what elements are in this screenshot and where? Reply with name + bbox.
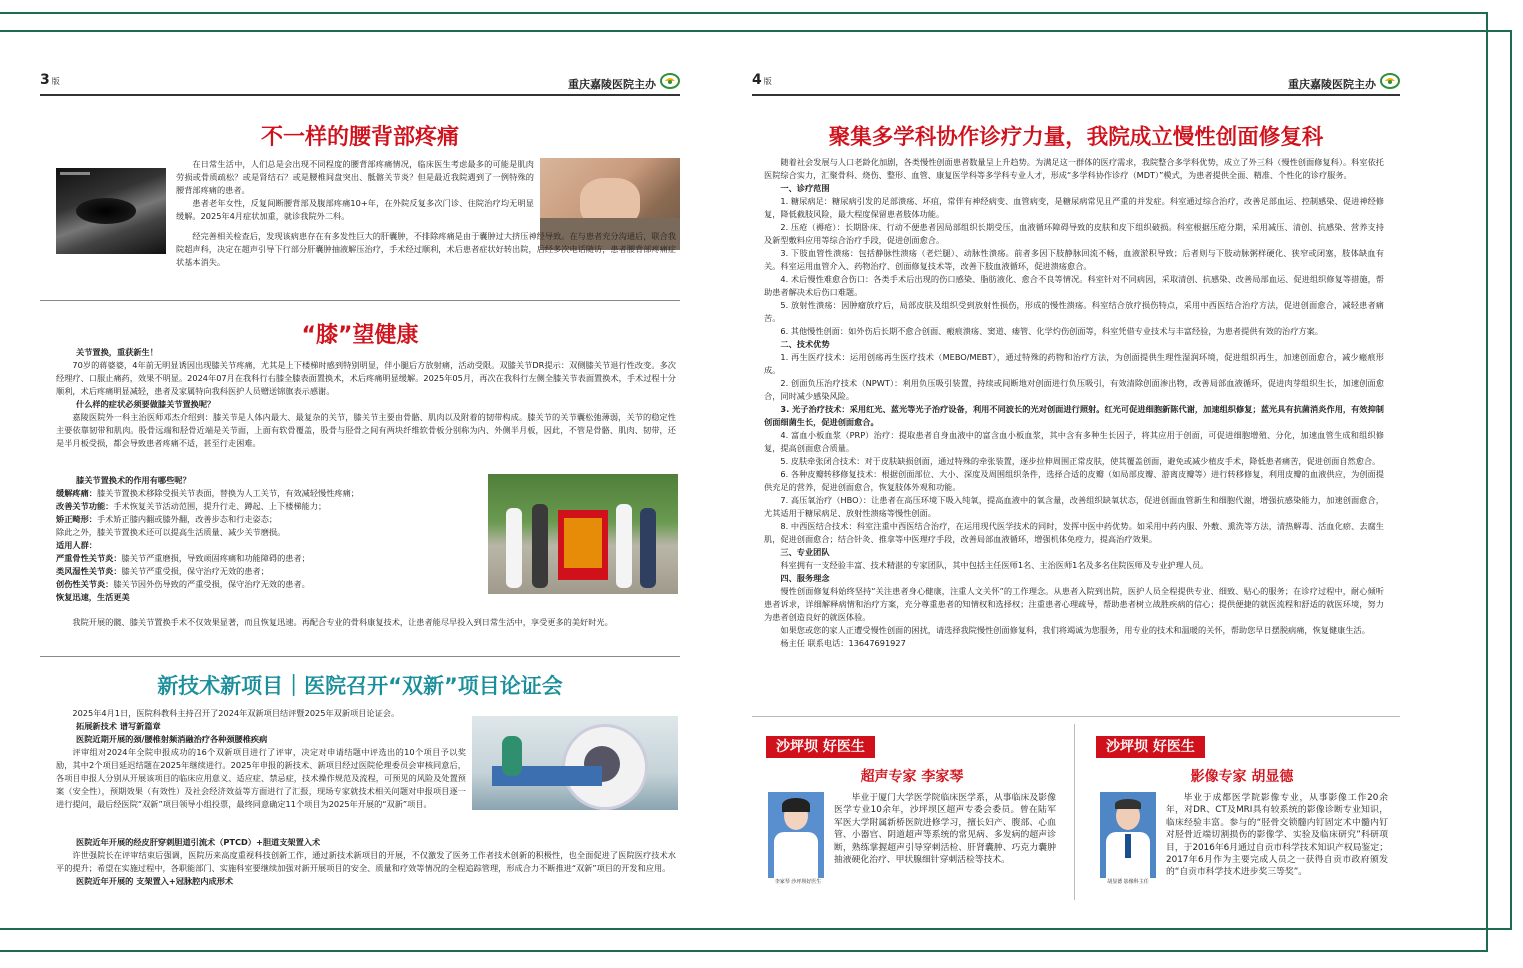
frame-right-line [1486,12,1488,952]
article-knee-list: 膝关节置换术的作用有哪些呢？ 缓解疼痛：膝关节置换术移除受损关节表面，替换为人工关节，有效减轻慢性疼痛； 改善关节功能：手术恢复关节活动范围，提升行走、蹲起、上下楼梯能力； 矫正畸形：手术矫正膝内翻或膝外翻，改善步态和行走姿态； 除此之外，膝关节置换术还可以提高生活质量、减少关节磨损。 适用人群： 严重骨性关节炎：膝关节严重磨损，导致顽固疼痛和功能障碍的患者； 类风湿性关节炎：膝关节严重受损，保守治疗无效的患者； 创伤性关节炎：膝关节因外伤导致的严重受损，保守治疗无效的患者。 恢复迅速，生活更美 [56,475,359,602]
doctor-photo-hu [1100,792,1156,878]
article-new-tech-body-3: 医院近年开展的经皮肝穿刺胆道引流术（PTCD）+胆道支架置入术 许世强院长在评审结束后强调，医院历来高度重视科技创新工作，通过新技术新项目的开展，不仅激发了医务工作者技术创新的积极性，也全面促进了医院医疗技术水平的提升；希望在实施过程中，各职能部门、实施科室要继续加强对新开展项目的安全、质量和疗效等情况的全程追踪管理，形成合力不断推进“双新”项目的开发和应用。 医院近年开展的 支架置入+冠脉腔内成形术 [56,837,676,886]
frame-top-line-2 [0,30,1511,32]
divider [40,300,680,301]
article-new-tech-body: 2025年4月1日，医院科教科主持召开了2024年双新项目结评暨2025年双新项目论证会。 拓展新技术 谱写新篇章 医院近期开展的颈/腰椎射频消融治疗各种颈腰椎疾病 [72,708,400,744]
page-4 [752,70,1400,912]
article-title-wound-repair: 聚集多学科协作诊疗力量，我院成立慢性创面修复科 [828,125,1324,150]
ultrasound-image [56,168,166,254]
article-title-back-pain: 不一样的腰背部疼痛 [260,125,459,150]
page-header [40,70,680,96]
publisher-name: 重庆嘉陵医院主办 [568,78,656,91]
page-number: 3 版 [40,72,60,88]
frame-right-line-2 [1510,30,1512,930]
doctor-caption-li: 李家琴 沙坪坝好医生 [774,879,822,885]
page-3 [40,70,680,912]
frame-bottom-line [0,928,1511,930]
page-header [752,70,1400,96]
hospital-logo-icon [1380,72,1400,90]
ct-scanner-photo [472,716,678,810]
article-back-pain-body: 在日常生活中，人们总是会出现不同程度的腰背部疼痛情况，临床医生考虑最多的可能是肌肉劳损或骨质疏松？或是肾结石？或是腰椎间盘突出、骶髂关节炎？但是最近我院遇到了一例特殊的腰背部疼痛的患者。 患者老年女性，反复间断腰背部及腹部疼痛10+年，在外院反复多次门诊、住院治疗均无明显缓解。2025年4月症状加重，就诊我院外二科。 [176,159,534,221]
article-wound-repair-body: 随着社会发展与人口老龄化加剧，各类慢性创面患者数量呈上升趋势。为满足这一群体的医疗需求，我院整合多学科优势，成立了外三科（慢性创面修复科）。科室依托医院综合实力，汇聚骨科、烧伤、整形、血管、康复医学科等多学科专业人才，形成“多学科协作诊疗（MDT）”模式，为患者提供全面、精准、个性化的诊疗服务。 一、诊疗范围 1. 糖尿病足：糖尿病引发的足部溃疡、坏疽，常伴有神经病变、血管病变，是糖尿病常见且严重的并发症。科室通过综合治疗，改善足部血运、控制感染、促进神经修复，降低截肢风险，最大程度保留患者肢体功能。 2. 压疮（褥疮）：长期卧床、行动不便患者因局部组织长期受压，血液循环障碍导致的皮肤和皮下组织破损。科室根据压疮分期，采用减压、清创、抗感染、营养支持及新型敷料应用等综合治疗手段，促进创面愈合。 3. 下肢血管性溃疡：包括静脉性溃疡（老烂腿）、动脉性溃疡。前者多因下肢静脉回流不畅，血液淤积导致；后者则与下肢动脉粥样硬化、狭窄或闭塞，肢体缺血有关。科室运用血管介入、药物治疗、创面修复技术等，改善下肢血液循环，促进溃疡愈合。 4. 术后慢性难愈合伤口：各类手术后出现的伤口感染、脂肪液化、愈合不良等情况。科室针对不同病因，采取清创、抗感染、改善局部血运、促进组织修复等措施，帮助患者解决术后伤口难题。 5. 放射性溃疡：因肿瘤放疗后，局部皮肤及组织受到放射性损伤，形成的慢性溃疡。科室结合放疗损伤特点，采用中西医结合治疗方法，促进创面愈合，减轻患者痛苦。 6. 其他慢性创面：如外伤后长期不愈合创面、瘢痕溃疡、窦道、瘘管、化学灼伤创面等，科室凭借专业技术与丰富经验，为患者提供有效的治疗方案。 二、技术优势 1. 再生医疗技术：运用创疡再生医疗技术（MEBO/MEBT），通过特殊的药物和治疗方法，为创面提供生理性湿润环境，促进组织再生，加速创面愈合，减少瘢痕形成。 2. 创面负压治疗技术（NPWT）：利用负压吸引装置，持续或间断地对创面进行负压吸引，有效清除创面渗出物，改善局部血液循环，促进肉芽组织生长，加速创面愈合，同时减少感染风险。 3. 光子治疗技术：采用红光、蓝光等光子治疗设备，利用不同波长的光对创面进行照射。红光可促进细胞新陈代谢，加速组织修复；蓝光具有抗菌消炎作用，有效抑制创面细菌生长，促进创面愈合。 4. 富血小板血浆（PRP）治疗：提取患者自身血液中的富含血小板血浆，其中含有多种生长因子，将其应用于创面，可促进细胞增殖、分化，加速血管生成和组织修复，提高创面愈合质量。 5. 皮肤牵张闭合技术：对于皮肤缺损创面，通过特殊的牵张装置，逐步拉伸周围正常皮肤，使其覆盖创面，避免或减少植皮手术，降低患者痛苦，促进创面自然愈合。 6. 各种皮瓣转移修复技术：根据创面部位、大小、深度及周围组织条件，选择合适的皮瓣（如局部皮瓣、游离皮瓣等）进行转移修复，利用皮瓣的血液供应，为创面提供充足的营养，促进创面愈合，恢复肢体外观和功能。 7. 高压氧治疗（HBO）：让患者在高压环境下吸入纯氧，提高血液中的氧含量，改善组织缺氧状态，促进创面血管新生和细胞代谢，增强抗感染能力，加速创面愈合，尤其适用于糖尿病足、放射性溃疡等慢性创面。 8. 中西医结合技术：科室注重中西医结合治疗，在运用现代医学技术的同时，发挥中医中药优势。如采用中药内服、外敷、熏洗等方法，清热解毒、活血化瘀、去腐生肌，促进创面愈合；结合针灸、推拿等中医理疗手段，改善局部血液循环，增强机体免疫力，提高治疗效果。 三、专业团队 科室拥有一支经验丰富、技术精湛的专家团队，其中包括主任医师1名、主治医师1名及多名住院医师及专业护理人员。 四、服务理念 慢性创面修复科始终坚持“关注患者身心健康，注重人文关怀”的工作理念。从患者入院到出院，医护人员全程提供专业、细致、贴心的服务；在诊疗过程中，耐心倾听患者诉求，详细解释病情和治疗方案，充分尊重患者的知情权和选择权；注重患者心理疏导，帮助患者树立战胜疾病的信心；提供便捷的就医流程和舒适的就医环境，努力为患者创造良好的就医体验。 如果您或您的家人正遭受慢性创面的困扰，请选择我院慢性创面修复科，我们将竭诚为您服务，用专业的技术和温暖的关怀，帮助您早日摆脱病痛，恢复健康生活。 杨主任 联系电话：13647691927 [764,157,1384,648]
article-back-pain-body-2: 经完善相关检查后，发现该病患存在有多发性巨大的肝囊肿，不排除疼痛是由于囊肿过大挤压神经导致。在与患者充分沟通后，联合我院超声科，决定在超声引导下行部分肝囊肿抽液解压治疗，手术经过顺利，术后患者症状好转出院，后经多次电话随访，患者腰背部疼痛症状基本消失。 [176,231,676,267]
publisher-name: 重庆嘉陵医院主办 [1288,78,1376,91]
doctor-name-hu: 影像专家 胡显德 [1190,769,1294,785]
article-knee-closing: 我院开展的髋、膝关节置换手术不仅效果显著，而且恢复迅速。再配合专业的骨科康复技术，让患者能尽早投入到日常生活中，享受更多的美好时光。 [72,617,613,627]
frame-top-line [0,12,1487,14]
doctor-photo-li [768,792,824,878]
frame-bottom-line-2 [0,950,1488,952]
article-title-new-tech: 新技术新项目｜医院召开“双新”项目论证会 [157,674,563,698]
hospital-logo-icon [660,72,680,90]
article-title-knee: “膝”望健康 [301,323,419,348]
article-new-tech-body-2: 评审组对2024年全院申报成功的16个双新项目进行了评审，决定对申请结题中评选出的10个项目予以奖励，其中2个项目延迟结题在2025年继续进行。2025年申报的新技术、新项目经过医院伦理委员会审核同意后，各项目申报人分别从开展该项目的临床应用意义、适应症、禁忌症，技术操作规范及流程，可预见的风险及处置预案（安全性），预期效果（有效性）及社会经济效益等方面进行了汇报，现场专家就技术相关问题对申报项目逐一进行提问，最后经医院“双新”项目领导小组投票，最终同意确定11个项目为2025年开展的“双新”项目。 [56,747,466,809]
knee-patients-photo [488,474,678,594]
doctor-caption-hu: 胡显德 影像科主任 [1107,879,1149,885]
article-knee-body: 关节置换，重获新生！ 70岁的蒋婆婆，4年前无明显诱因出现膝关节疼痛，尤其是上下楼梯时感到特别明显，伴小腿后方放射痛，活动受限。双膝关节DR提示：双侧膝关节退行性改变。多次经理疗、口服止痛药，效果不明显。2024年07月在我科行右膝全膝表面置换术，术后疼痛明显缓解。2025年05月，再次在我科行左侧全膝关节表面置换术，手术过程十分顺利，术后疼痛明显减轻，患者及家属特向我科医护人员赠送锦旗表示感谢。 什么样的症状必须要做膝关节置换呢？ 嘉陵医院外一科主治医师邓杰介绍到：膝关节是人体内最大、最复杂的关节，膝关节主要由骨骼、肌肉以及附着的韧带构成。膝关节的关节囊松弛薄弱，关节的稳定性主要依靠韧带和肌肉。股骨远端和胫骨近端是关节面，上面有软骨覆盖，股骨与胫骨之间有两块纤维软骨板分别称为内、外侧半月板，因此，不管是骨骼、肌肉、韧带，还是半月板受损，都会导致患者疼痛不适，甚至行走困难。 [56,347,676,448]
divider [752,716,1400,717]
doctor-bio-hu: 毕业于成都医学院影像专业，从事影像工作20余年，对DR、CT及MRI具有较系统的影像诊断专业知识，临床经验丰富。参与的“胫骨交锁髓内钉固定术中髓内钉对胫骨近端切割损伤的影像学、实验及临床研究”科研项目，于2016年6月通过自贡市科学技术知识产权局鉴定；2017年6月作为主要完成人员之一获得自贡市政府颁发的“自贡市科学技术进步奖三等奖”。 [1166,793,1388,878]
doctor-name-li: 超声专家 李家琴 [860,769,964,785]
page-number: 4 版 [752,72,772,88]
good-doctor-banner: 沙坪坝 好医生 [766,736,875,758]
doctor-bio-li: 毕业于厦门大学医学院临床医学系，从事临床及影像医学专业10余年，沙坪坝区超声专委会委员。曾在陆军军医大学附属新桥医院进修学习，擅长妇产、腹部、心血管、小器官、阴道超声等系统的常见病、多发病的超声诊断，熟练掌握超声引导穿刺活检、肝肾囊肿、巧克力囊肿抽液硬化治疗、甲状腺细针穿刺活检等技术。 [834,793,1056,866]
column-divider [1074,724,1075,900]
divider [40,656,680,657]
good-doctor-banner: 沙坪坝 好医生 [1096,736,1205,758]
